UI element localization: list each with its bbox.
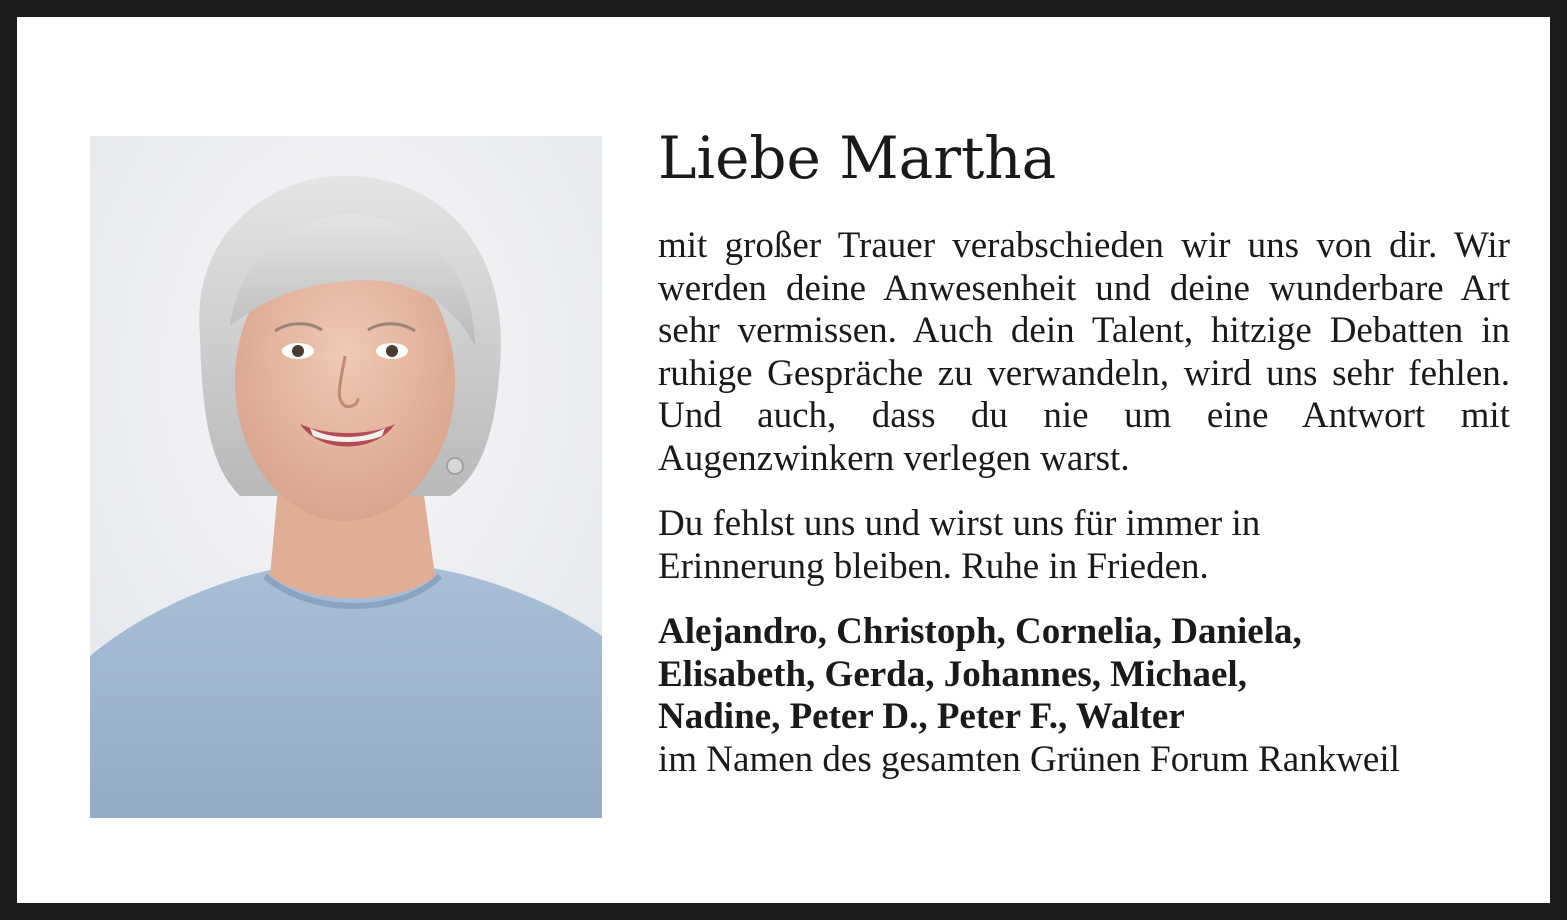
organization-line: im Namen des gesamten Grünen Forum Rankweil <box>658 738 1400 780</box>
mourner-names <box>658 611 1510 739</box>
notice-message: mit großer Trauer verabschieden wir uns von dir. Wir werden deine Anwesenheit und deine wunderbare Art sehr vermissen. Auch dein Talent, hitzige Debatten in ruhige Gespräche zu verwandeln, wird uns sehr fehlen. Und auch, dass du nie um eine Antwort mit Augenzwinkern verlegen warst. <box>658 225 1510 479</box>
closing-line-1: Du fehlst uns und wirst uns für immer in <box>658 503 1261 544</box>
notice-closing <box>658 503 1510 588</box>
names-line-1: Alejandro, Christoph, Cornelia, Daniela, <box>658 611 1302 652</box>
notice-title: Liebe Martha <box>658 124 1057 192</box>
portrait-photo <box>90 136 602 818</box>
names-line-2: Elisabeth, Gerda, Johannes, Michael, <box>658 653 1247 695</box>
notice-text-column <box>658 117 1510 781</box>
closing-line-2: Erinnerung bleiben. Ruhe in Frieden. <box>658 545 1209 587</box>
names-line-3: Nadine, Peter D., Peter F., Walter <box>658 696 1185 737</box>
